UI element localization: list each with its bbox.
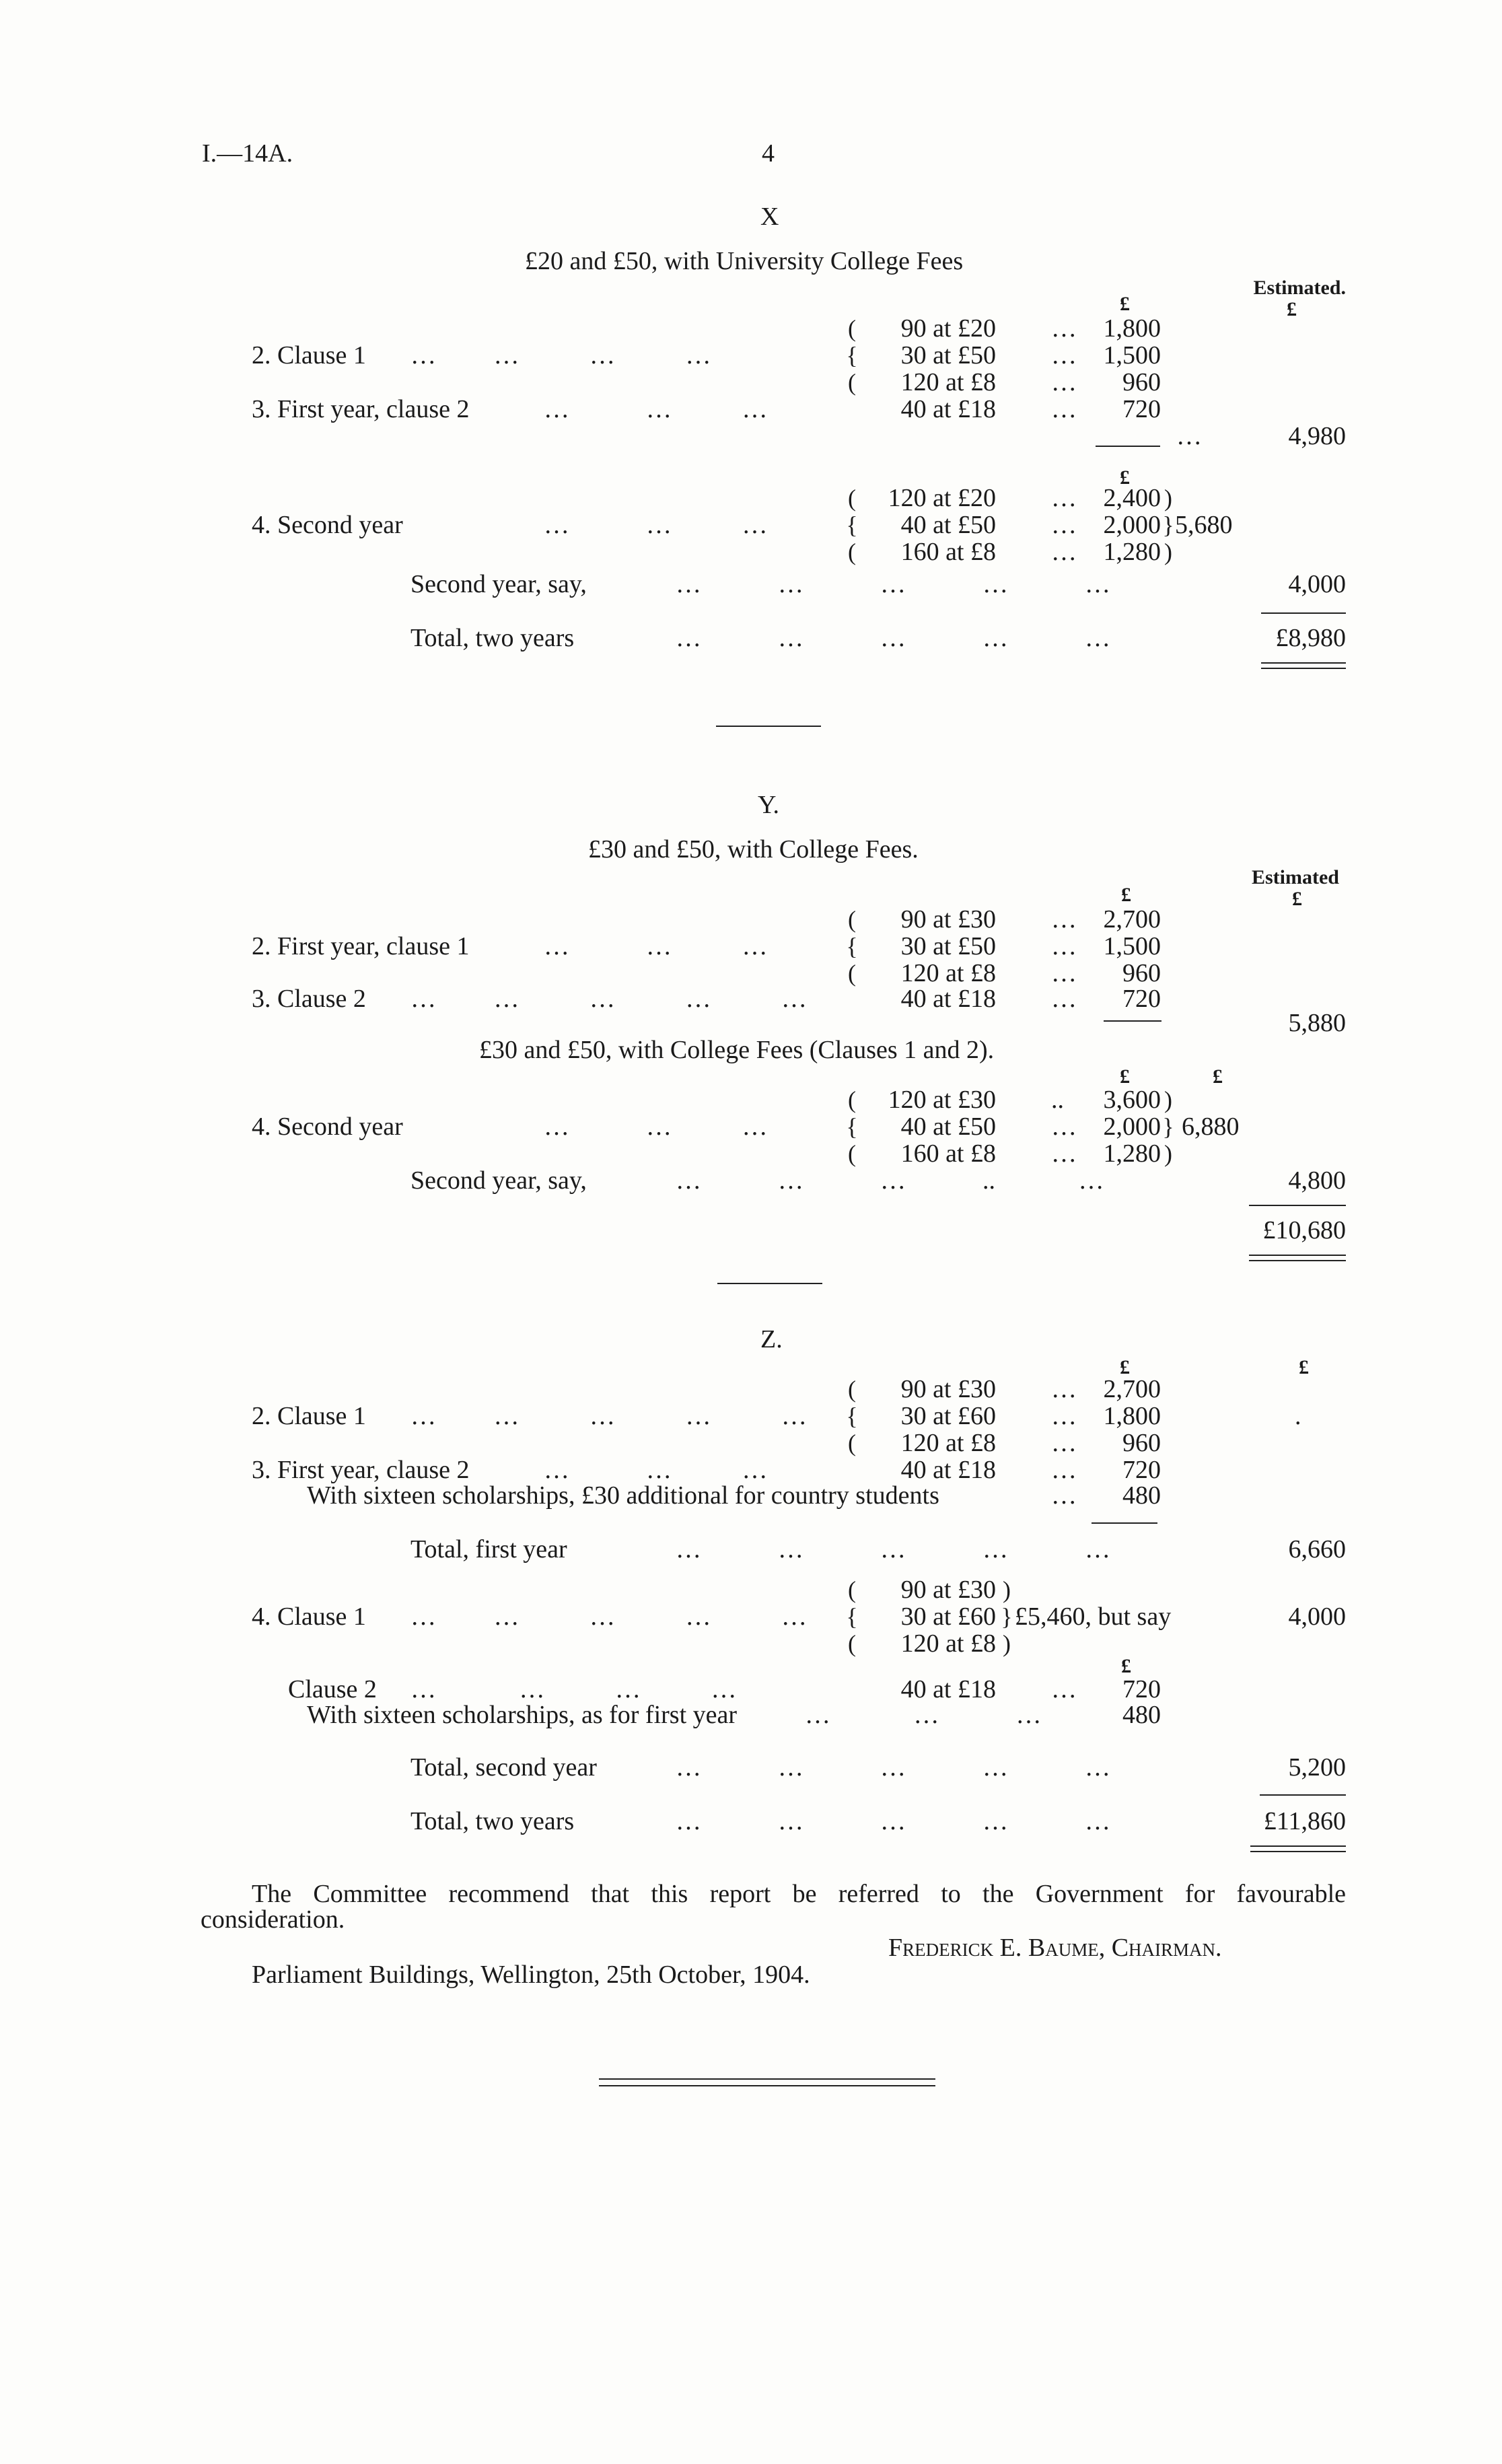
- y-row4-amount-1: 3,600: [1103, 1086, 1161, 1114]
- z-row4-close-brace: ) } ): [1001, 1576, 1013, 1657]
- x-row4-amount-3: 1,280: [1103, 538, 1161, 566]
- x-row2-label: 2. Clause 1: [252, 341, 366, 369]
- y-rule: [1249, 1205, 1346, 1206]
- x-say-leaders: … … … … …: [676, 570, 1110, 598]
- closing-rule: [599, 2085, 935, 2086]
- y-row2-item-3: 120 at £8: [900, 959, 996, 987]
- y-row3-amount: 720: [1122, 985, 1161, 1013]
- y-row4-item-2: 40 at £50: [900, 1113, 996, 1141]
- x-row4-subtotal: 5,680: [1175, 511, 1233, 539]
- x-rule: [1261, 662, 1346, 664]
- y-leader: ..: [1051, 1086, 1064, 1114]
- y-amount-pound-2: £: [1120, 1065, 1130, 1088]
- z-row2-item-1: 90 at £30: [900, 1375, 996, 1403]
- y-row3-leaders: … … … … …: [410, 985, 807, 1013]
- x-leader: …: [1051, 395, 1077, 423]
- x-leader: …: [1051, 538, 1077, 566]
- z-leader: …: [1051, 1456, 1077, 1484]
- x-row4-brace: ( { (: [846, 485, 858, 565]
- z-leader: …: [1051, 1675, 1077, 1703]
- z-sixteen-first-label: With sixteen scholarships, £30 additional for country students: [307, 1481, 939, 1510]
- x-leader: …: [1051, 314, 1077, 343]
- z-row2-item-2: 30 at £60: [900, 1402, 996, 1430]
- z-rule: [1250, 1851, 1346, 1852]
- z-leader: …: [1051, 1402, 1077, 1430]
- x-row3-label: 3. First year, clause 2: [252, 395, 470, 423]
- recommendation-line-1: The Committee recommend that this report be referred to the Government for favourable: [252, 1880, 1346, 1908]
- z-row2-item-3: 120 at £8: [900, 1429, 996, 1457]
- x-leader: …: [1051, 511, 1077, 539]
- closing-rule: [599, 2078, 935, 2080]
- y-row2-item-2: 30 at £50: [900, 932, 996, 960]
- z-row4-note: £5,460, but say: [1015, 1603, 1172, 1631]
- x-row4-item-3: 160 at £8: [900, 538, 996, 566]
- z-estimated-pound: £: [1299, 1356, 1309, 1378]
- z-row4-brace: ( { (: [846, 1576, 858, 1657]
- y-estimated-pound: £: [1292, 888, 1302, 910]
- z-sixteen-first-amount: 480: [1122, 1481, 1161, 1510]
- y-row2-brace: ( { (: [846, 906, 858, 987]
- z-clause2-amount: 720: [1122, 1675, 1161, 1703]
- x-row3-item: 40 at £18: [900, 395, 996, 423]
- y-subtotal-pound: £: [1213, 1065, 1223, 1088]
- z-rule: [1250, 1845, 1346, 1847]
- x-say-value: 4,000: [1288, 570, 1346, 598]
- y-leader: …: [1051, 985, 1077, 1013]
- z-amount-pound: £: [1120, 1356, 1130, 1378]
- z-sixteen-second-label: With sixteen scholarships, as for first year: [307, 1701, 738, 1729]
- y-row4-amount-3: 1,280: [1103, 1139, 1161, 1168]
- z-first-leaders: … … … … …: [676, 1535, 1110, 1563]
- z-second-label: Total, second year: [410, 1753, 597, 1782]
- section-z-letter: Z.: [760, 1325, 783, 1353]
- y-first-total: 5,880: [1288, 1009, 1346, 1037]
- z-row3-label: 3. First year, clause 2: [252, 1456, 470, 1484]
- z-row3-item: 40 at £18: [900, 1456, 996, 1484]
- y-row4-subtotal: 6,880: [1182, 1113, 1240, 1141]
- report-reference: I.—14A.: [202, 139, 293, 168]
- y-row4-brace: ( { (: [846, 1086, 858, 1167]
- x-row2-amount-1: 1,800: [1103, 314, 1161, 343]
- y-say-label: Second year, say,: [410, 1166, 587, 1195]
- y-row3-label: 3. Clause 2: [252, 985, 366, 1013]
- z-row4-item-1: 90 at £30: [900, 1576, 996, 1604]
- y-leader: …: [1051, 1139, 1077, 1168]
- x-amount-pound: £: [1120, 293, 1130, 315]
- x-amount-pound-2: £: [1120, 466, 1130, 489]
- y-leader: …: [1051, 905, 1077, 934]
- y-row2-amount-1: 2,700: [1103, 905, 1161, 934]
- section-x-letter: X: [760, 203, 779, 231]
- x-row4-item-1: 120 at £20: [888, 484, 996, 512]
- place-date: Parliament Buildings, Wellington, 25th October, 1904.: [252, 1961, 810, 1989]
- z-row4-item-2: 30 at £60: [900, 1603, 996, 1631]
- x-row2-item-3: 120 at £8: [900, 368, 996, 396]
- y-row4-label: 4. Second year: [252, 1113, 403, 1141]
- x-leader: …: [1051, 341, 1077, 369]
- z-second-leaders: … … … … …: [676, 1753, 1110, 1782]
- x-total-leaders: … … … … …: [676, 624, 1110, 652]
- y-row3-item: 40 at £18: [900, 985, 996, 1013]
- section-divider: [717, 1283, 822, 1284]
- signature: Frederick E. Baume, Chairman.: [888, 1934, 1222, 1962]
- x-row3-amount: 720: [1122, 395, 1161, 423]
- z-leader: …: [1051, 1429, 1077, 1457]
- z-row2-brace: ( { (: [846, 1376, 858, 1456]
- z-row3-leaders: … … …: [544, 1456, 768, 1484]
- z-clause2-item: 40 at £18: [900, 1675, 996, 1703]
- y-leader: …: [1051, 1113, 1077, 1141]
- y-leader: …: [1051, 959, 1077, 987]
- z-row2-amount-3: 960: [1122, 1429, 1161, 1457]
- y-rule: [1104, 1020, 1161, 1022]
- z-second-value: 5,200: [1288, 1753, 1346, 1782]
- x-leader: …: [1051, 484, 1077, 512]
- z-stray-dot: .: [1295, 1402, 1301, 1430]
- y-row4-item-1: 120 at £30: [888, 1086, 996, 1114]
- z-leader: …: [1051, 1481, 1077, 1510]
- y-amount-pound: £: [1121, 884, 1131, 906]
- x-row4-label: 4. Second year: [252, 511, 403, 539]
- x-row2-leaders: … … … …: [410, 341, 711, 369]
- y-leader: …: [1051, 932, 1077, 960]
- z-sixteen-second-amount: 480: [1122, 1701, 1161, 1729]
- y-subtitle: £30 and £50, with College Fees (Clauses 1 and 2).: [479, 1036, 995, 1064]
- z-total-leaders: … … … … …: [676, 1807, 1110, 1835]
- z-clause2-leaders: … … … …: [410, 1675, 737, 1703]
- x-row2-amount-2: 1,500: [1103, 341, 1161, 369]
- y-row2-label: 2. First year, clause 1: [252, 932, 470, 960]
- x-row2-item-1: 90 at £20: [900, 314, 996, 343]
- y-row4-leaders: … … …: [544, 1113, 768, 1141]
- x-row4-close-brace: ) } ): [1162, 485, 1174, 565]
- x-row4-amount-1: 2,400: [1103, 484, 1161, 512]
- recommendation-line-2: consideration.: [201, 1905, 345, 1934]
- x-rule: [1261, 668, 1346, 669]
- x-row4-item-2: 40 at £50: [900, 511, 996, 539]
- y-rule: [1249, 1260, 1346, 1261]
- z-first-label: Total, first year: [410, 1535, 567, 1563]
- y-say-value: 4,800: [1288, 1166, 1346, 1195]
- z-row4-label: 4. Clause 1: [252, 1603, 366, 1631]
- z-amount-pound-2: £: [1121, 1655, 1131, 1677]
- z-rule: [1260, 1794, 1346, 1796]
- z-row4-leaders: … … … … …: [410, 1603, 807, 1631]
- y-row4-amount-2: 2,000: [1103, 1113, 1161, 1141]
- z-row2-amount-2: 1,800: [1103, 1402, 1161, 1430]
- z-total-label: Total, two years: [410, 1807, 575, 1835]
- x-estimated-heading: Estimated.: [1253, 277, 1346, 299]
- y-row2-amount-2: 1,500: [1103, 932, 1161, 960]
- y-row2-item-1: 90 at £30: [900, 905, 996, 934]
- z-total-value: £11,860: [1263, 1807, 1346, 1835]
- x-leader: …: [1176, 422, 1202, 450]
- x-say-label: Second year, say,: [410, 570, 587, 598]
- x-leader: …: [1051, 368, 1077, 396]
- x-row3-leaders: … … …: [544, 395, 768, 423]
- section-y-title: £30 and £50, with College Fees.: [588, 835, 919, 864]
- z-sixteen-second-leaders: … … …: [805, 1701, 1042, 1729]
- x-row4-leaders: … … …: [544, 511, 768, 539]
- y-row4-item-3: 160 at £8: [900, 1139, 996, 1168]
- x-row2-item-2: 30 at £50: [900, 341, 996, 369]
- y-row4-close-brace: ) } ): [1162, 1086, 1174, 1167]
- x-row2-amount-3: 960: [1122, 368, 1161, 396]
- z-row3-amount: 720: [1122, 1456, 1161, 1484]
- y-row2-amount-3: 960: [1122, 959, 1161, 987]
- z-row4-item-3: 120 at £8: [900, 1629, 996, 1658]
- z-row2-label: 2. Clause 1: [252, 1402, 366, 1430]
- section-x-title: £20 and £50, with University College Fees: [525, 247, 964, 275]
- y-estimated-heading: Estimated: [1252, 866, 1339, 888]
- x-row2-brace: ( { (: [846, 315, 858, 396]
- x-first-total: 4,980: [1288, 422, 1346, 450]
- page-number: 4: [762, 139, 775, 168]
- y-rule: [1249, 1255, 1346, 1256]
- z-clause2-label: Clause 2: [288, 1675, 377, 1703]
- y-say-leaders: … … … .. …: [676, 1166, 1104, 1195]
- z-leader: …: [1051, 1375, 1077, 1403]
- x-rule: [1261, 612, 1346, 614]
- y-row2-leaders: … … …: [544, 932, 768, 960]
- x-row4-amount-2: 2,000: [1103, 511, 1161, 539]
- x-total-value: £8,980: [1275, 624, 1346, 652]
- z-row4-value: 4,000: [1288, 1603, 1346, 1631]
- z-first-value: 6,660: [1288, 1535, 1346, 1563]
- x-total-label: Total, two years: [410, 624, 575, 652]
- y-total-value: £10,680: [1262, 1216, 1346, 1244]
- z-rule: [1092, 1522, 1157, 1524]
- x-rule: [1096, 446, 1160, 447]
- z-row2-leaders: … … … … …: [410, 1402, 807, 1430]
- x-estimated-pound: £: [1287, 298, 1297, 320]
- z-row2-amount-1: 2,700: [1103, 1375, 1161, 1403]
- section-divider: [716, 726, 821, 727]
- section-y-letter: Y.: [758, 791, 780, 819]
